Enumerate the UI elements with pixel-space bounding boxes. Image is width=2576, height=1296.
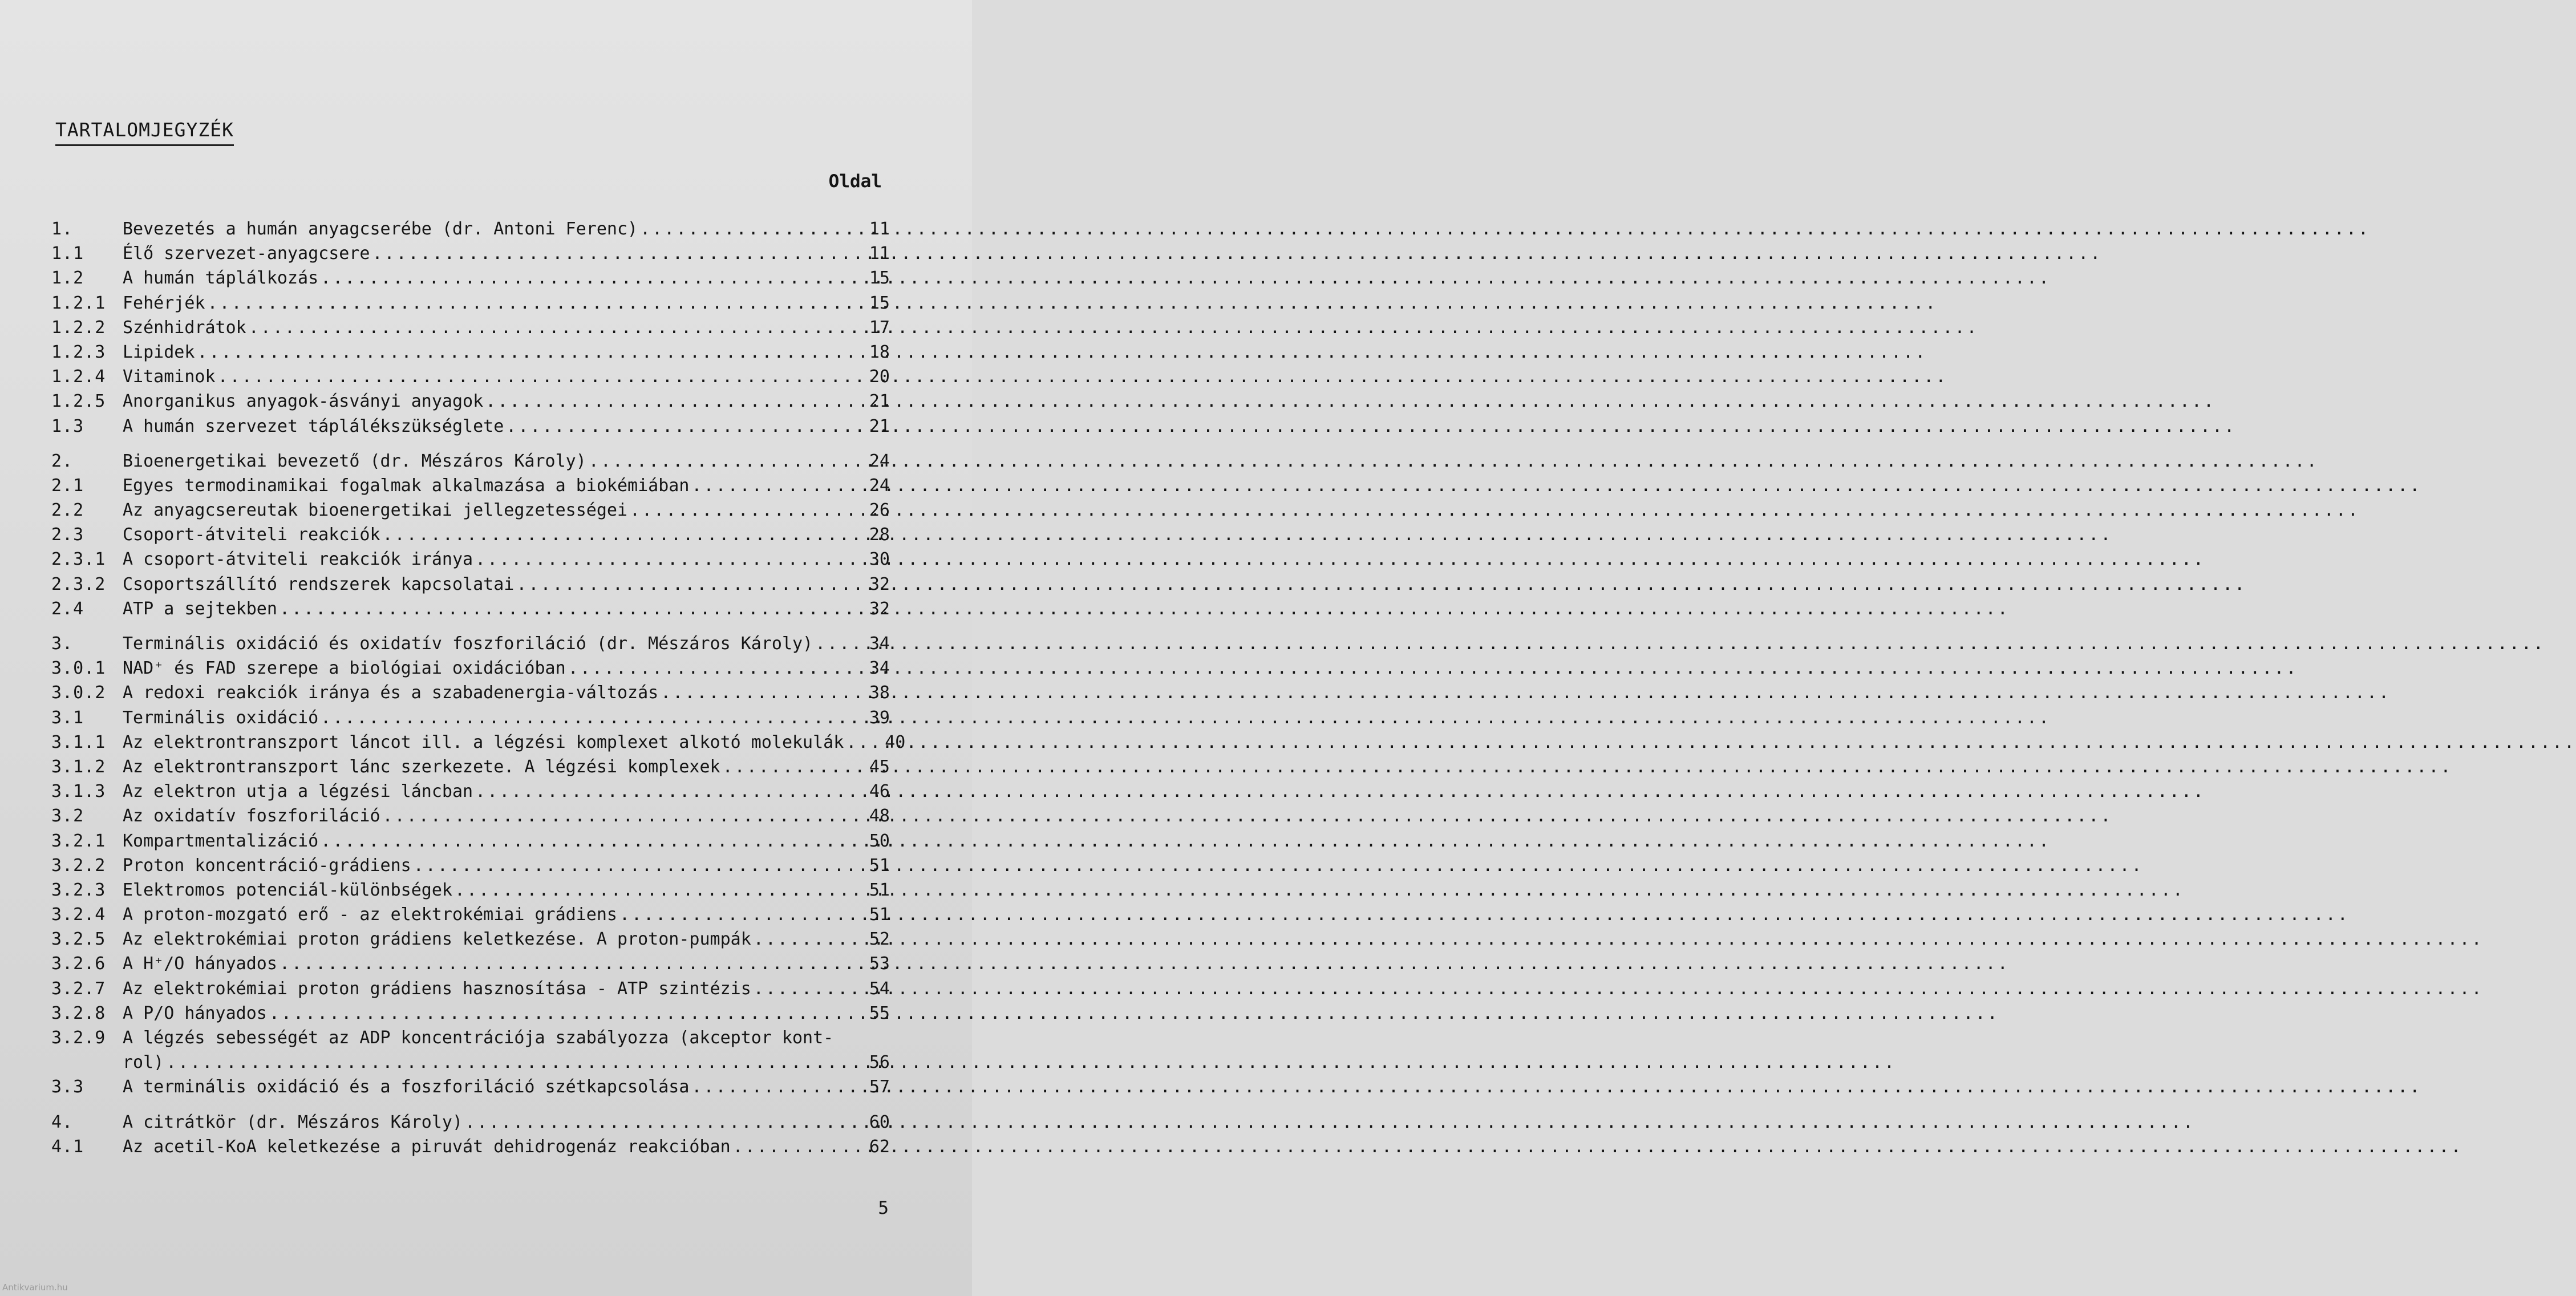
toc-entry-title: Az elektrontranszport lánc szerkezete. A légzési komplexek xyxy=(123,756,720,777)
toc-entry-page: 56 xyxy=(869,1052,890,1073)
dot-leader xyxy=(370,241,839,266)
toc-entry-page: 20 xyxy=(869,367,890,387)
toc-entry-page: 51 xyxy=(869,880,890,900)
toc-entry-page: 53 xyxy=(869,954,890,974)
toc-entry-page: 24 xyxy=(869,451,890,471)
toc-entry-title: rol) xyxy=(123,1052,164,1073)
toc-entry-number: 2.3.2 xyxy=(51,574,106,594)
toc-entry-2-2 xyxy=(51,498,890,523)
toc-entry-page: 28 xyxy=(869,525,890,545)
toc-entry-number: 2.3.1 xyxy=(51,549,106,570)
dot-leader xyxy=(813,631,839,656)
dot-leader xyxy=(267,1001,839,1026)
toc-entry-2-3 xyxy=(51,523,890,547)
toc-entry-2-3-2 xyxy=(51,572,890,597)
toc-entry-title: Proton koncentráció-grádiens xyxy=(123,855,411,876)
toc-entry-number: 2.2 xyxy=(51,500,84,521)
toc-entry-title: A redoxi reakciók iránya és a szabadenergia-változás xyxy=(123,683,659,703)
dot-leader xyxy=(504,414,839,439)
toc-entry-page: 38 xyxy=(869,683,890,703)
toc-entry-number: 3.2.4 xyxy=(51,905,106,925)
toc-entry-title: Az oxidatív foszforiláció xyxy=(123,806,380,827)
dot-leader xyxy=(246,315,839,340)
toc-entry-3-2-8 xyxy=(51,1001,890,1026)
toc-entry-title: A terminális oxidáció és a foszforiláció szétkapcsolása xyxy=(123,1077,690,1097)
toc-entry-page: 52 xyxy=(869,929,890,950)
toc-entry-1 xyxy=(51,217,890,241)
toc-entry-title: Élő szervezet-anyagcsere xyxy=(123,244,370,264)
dot-leader xyxy=(380,804,839,828)
dot-leader xyxy=(452,878,839,902)
dot-leader xyxy=(658,681,839,705)
dot-leader xyxy=(205,291,839,315)
dot-leader xyxy=(195,340,839,364)
toc-entry-number: 1.2.4 xyxy=(51,367,106,387)
dot-leader xyxy=(463,1110,839,1135)
watermark: Antikvarium.hu xyxy=(2,1282,68,1293)
toc-entry-number: 3.2.7 xyxy=(51,978,106,999)
toc-entry-number: 1.1 xyxy=(51,244,84,264)
toc-entry-3-2-6 xyxy=(51,951,890,976)
toc-entry-1-2-5 xyxy=(51,389,890,414)
toc-entry-title: Anorganikus anyagok-ásványi anyagok xyxy=(123,391,484,412)
dot-leader xyxy=(731,1135,839,1159)
toc-entry-page: 60 xyxy=(869,1112,890,1132)
dot-leader xyxy=(318,829,839,853)
toc-entry-title: A citrátkör (dr. Mészáros Károly) xyxy=(123,1112,463,1132)
toc-entry-number: 3.2.9 xyxy=(51,1028,106,1048)
table-of-contents xyxy=(51,217,906,1159)
toc-entry-title: Fehérjék xyxy=(123,293,205,313)
toc-entry-page: 62 xyxy=(869,1136,890,1157)
toc-entry-title: Szénhidrátok xyxy=(123,317,246,338)
toc-entry-number: 3.1.2 xyxy=(51,756,106,777)
dot-leader xyxy=(277,951,839,976)
toc-entry-number: 3.3 xyxy=(51,1077,84,1097)
toc-entry-page: 57 xyxy=(869,1077,890,1097)
toc-entry-3-2 xyxy=(51,804,890,828)
toc-entry-page: 54 xyxy=(869,978,890,999)
toc-entry-page: 21 xyxy=(869,391,890,412)
toc-entry-title: A csoport-átviteli reakciók iránya xyxy=(123,549,473,570)
toc-entry-number: 1.2.3 xyxy=(51,342,106,362)
toc-entry-number: 2.3 xyxy=(51,525,84,545)
toc-entry-3-2-9-continued xyxy=(51,1050,890,1075)
dot-leader xyxy=(689,473,839,498)
toc-entry-title: Az acetil-KoA keletkezése a piruvát dehidrogenáz reakcióban xyxy=(123,1136,731,1157)
dot-leader xyxy=(844,730,854,755)
toc-entry-number: 1.2.2 xyxy=(51,317,106,338)
toc-entry-number: 3.2.5 xyxy=(51,929,106,950)
dot-leader xyxy=(627,498,839,523)
toc-entry-3-3 xyxy=(51,1075,890,1099)
toc-entry-1-2-2 xyxy=(51,315,890,340)
toc-entry-title: Csoportszállító rendszerek kapcsolatai xyxy=(123,574,515,594)
toc-entry-title: A humán táplálkozás xyxy=(123,268,319,289)
dot-leader xyxy=(483,389,839,414)
dot-leader xyxy=(617,902,839,927)
toc-entry-page: 48 xyxy=(869,806,890,827)
toc-entry-3 xyxy=(51,631,890,656)
document-page xyxy=(0,0,972,1296)
toc-entry-4-1 xyxy=(51,1135,890,1159)
toc-entry-number: 3.1.3 xyxy=(51,781,106,802)
dot-leader xyxy=(689,1075,839,1099)
toc-entry-3-2-4 xyxy=(51,902,890,927)
toc-entry-number: 1. xyxy=(51,219,74,239)
toc-entry-title: Csoport-átviteli reakciók xyxy=(123,525,380,545)
toc-entry-3-2-5 xyxy=(51,927,890,951)
toc-entry-3-1-3 xyxy=(51,779,890,804)
toc-entry-number: 3.2.6 xyxy=(51,954,106,974)
toc-entry-page: 39 xyxy=(869,707,890,728)
toc-entry-number: 1.3 xyxy=(51,416,84,436)
toc-entry-1-2-1 xyxy=(51,291,890,315)
toc-entry-title: Vitaminok xyxy=(123,367,216,387)
toc-entry-number: 3.2.8 xyxy=(51,1003,106,1023)
toc-entry-page: 32 xyxy=(869,574,890,594)
toc-entry-page: 34 xyxy=(869,658,890,679)
toc-entry-3-1-2 xyxy=(51,755,890,779)
toc-entry-1-2 xyxy=(51,266,890,290)
dot-leader xyxy=(473,779,839,804)
toc-entry-title: A P/O hányados xyxy=(123,1003,267,1023)
toc-entry-2 xyxy=(51,449,890,473)
toc-entry-3-0-2 xyxy=(51,681,890,705)
toc-entry-page: 18 xyxy=(869,342,890,362)
toc-entry-page: 55 xyxy=(869,1003,890,1023)
toc-entry-page: 32 xyxy=(869,598,890,619)
toc-entry-2-4 xyxy=(51,597,890,621)
page-column-label: Oldal xyxy=(828,171,882,192)
dot-leader xyxy=(720,755,839,779)
toc-entry-title: A proton-mozgató erő - az elektrokémiai grádiens xyxy=(123,905,617,925)
toc-entry-title: Elektromos potenciál-különbségek xyxy=(123,880,452,900)
toc-entry-title: Az elektrontranszport láncot ill. a légzési komplexet alkotó molekulák xyxy=(123,732,844,752)
dot-leader xyxy=(411,853,839,878)
toc-entry-4 xyxy=(51,1110,890,1135)
toc-entry-number: 1.2.5 xyxy=(51,391,106,412)
toc-entry-title: Az elektrokémiai proton grádiens keletkezése. A proton-pumpák xyxy=(123,929,751,950)
toc-entry-title: Bevezetés a humán anyagcserébe (dr. Antoni Ferenc) xyxy=(123,219,638,239)
toc-entry-number: 3.0.1 xyxy=(51,658,106,679)
toc-entry-number: 1.2 xyxy=(51,268,84,289)
toc-entry-number: 3.1 xyxy=(51,707,84,728)
dot-leader xyxy=(566,656,839,681)
toc-entry-title: A humán szervezet táplálékszükséglete xyxy=(123,416,504,436)
toc-heading: TARTALOMJEGYZÉK xyxy=(55,119,234,146)
dot-leader xyxy=(586,449,839,473)
dot-leader xyxy=(380,523,839,547)
toc-entry-page: 51 xyxy=(869,905,890,925)
toc-entry-page: 11 xyxy=(869,219,890,239)
toc-entry-page: 34 xyxy=(869,634,890,654)
toc-entry-title: Az elektrokémiai proton grádiens hasznosítása - ATP szintézis xyxy=(123,978,751,999)
toc-entry-number: 3.0.2 xyxy=(51,683,106,703)
toc-entry-page: 40 xyxy=(885,732,906,752)
toc-entry-3-1 xyxy=(51,706,890,730)
toc-entry-title: A H⁺/O hányados xyxy=(123,954,277,974)
toc-entry-title: Bioenergetikai bevezető (dr. Mészáros Károly) xyxy=(123,451,586,471)
toc-entry-page: 50 xyxy=(869,831,890,851)
toc-entry-number: 1.2.1 xyxy=(51,293,106,313)
toc-entry-page: 46 xyxy=(869,781,890,802)
toc-entry-1-1 xyxy=(51,241,890,266)
toc-entry-3-1-1 xyxy=(51,730,906,755)
toc-entry-1-2-4 xyxy=(51,364,890,389)
toc-entry-page: 45 xyxy=(869,756,890,777)
toc-entry-title: Egyes termodinamikai fogalmak alkalmazása a biokémiában xyxy=(123,475,690,496)
toc-entry-number: 3.2.3 xyxy=(51,880,106,900)
dot-leader xyxy=(638,217,839,241)
dot-leader xyxy=(318,706,839,730)
toc-entry-title: NAD⁺ és FAD szerepe a biológiai oxidációban xyxy=(123,658,566,679)
toc-entry-number: 4. xyxy=(51,1112,74,1132)
toc-entry-3-2-1 xyxy=(51,829,890,853)
toc-entry-page: 17 xyxy=(869,317,890,338)
toc-entry-page: 15 xyxy=(869,293,890,313)
toc-entry-page: 26 xyxy=(869,500,890,521)
toc-entry-number: 3.2.2 xyxy=(51,855,106,876)
toc-entry-2-3-1 xyxy=(51,547,890,572)
toc-entry-page: 11 xyxy=(869,244,890,264)
toc-entry-3-0-1 xyxy=(51,656,890,681)
toc-entry-title: Lipidek xyxy=(123,342,195,362)
toc-entry-title: Terminális oxidáció xyxy=(123,707,319,728)
dot-leader xyxy=(277,597,839,621)
toc-entry-number: 3.2 xyxy=(51,806,84,827)
toc-entry-title: A légzés sebességét az ADP koncentrációja szabályozza (akceptor kont- xyxy=(123,1028,834,1048)
toc-entry-number: 3.2.1 xyxy=(51,831,106,851)
toc-entry-1-3 xyxy=(51,414,890,439)
dot-leader xyxy=(514,572,839,597)
toc-entry-number: 4.1 xyxy=(51,1136,84,1157)
toc-entry-page: 21 xyxy=(869,416,890,436)
toc-entry-number: 2.4 xyxy=(51,598,84,619)
dot-leader xyxy=(318,266,839,290)
toc-entry-number: 2. xyxy=(51,451,74,471)
dot-leader xyxy=(751,927,839,951)
toc-entry-3-2-9 xyxy=(51,1026,890,1050)
toc-entry-3-2-3 xyxy=(51,878,890,902)
toc-entry-number: 3.1.1 xyxy=(51,732,106,752)
dot-leader xyxy=(164,1050,839,1075)
dot-leader xyxy=(473,547,839,572)
page-number: 5 xyxy=(878,1198,889,1218)
toc-entry-page: 15 xyxy=(869,268,890,289)
toc-entry-title: ATP a sejtekben xyxy=(123,598,277,619)
toc-entry-2-1 xyxy=(51,473,890,498)
dot-leader xyxy=(216,364,839,389)
toc-entry-page: 24 xyxy=(869,475,890,496)
toc-entry-title: Terminális oxidáció és oxidatív foszforiláció (dr. Mészáros Károly) xyxy=(123,634,813,654)
toc-entry-3-2-2 xyxy=(51,853,890,878)
toc-entry-1-2-3 xyxy=(51,340,890,364)
toc-entry-number: 3. xyxy=(51,634,74,654)
toc-entry-title: Kompartmentalizáció xyxy=(123,831,319,851)
toc-entry-title: Az anyagcsereutak bioenergetikai jellegzetességei xyxy=(123,500,628,521)
toc-entry-page: 51 xyxy=(869,855,890,876)
toc-entry-title: Az elektron utja a légzési láncban xyxy=(123,781,473,802)
toc-entry-page: 30 xyxy=(869,549,890,570)
toc-entry-3-2-7 xyxy=(51,977,890,1001)
dot-leader xyxy=(751,977,839,1001)
toc-entry-number: 2.1 xyxy=(51,475,84,496)
